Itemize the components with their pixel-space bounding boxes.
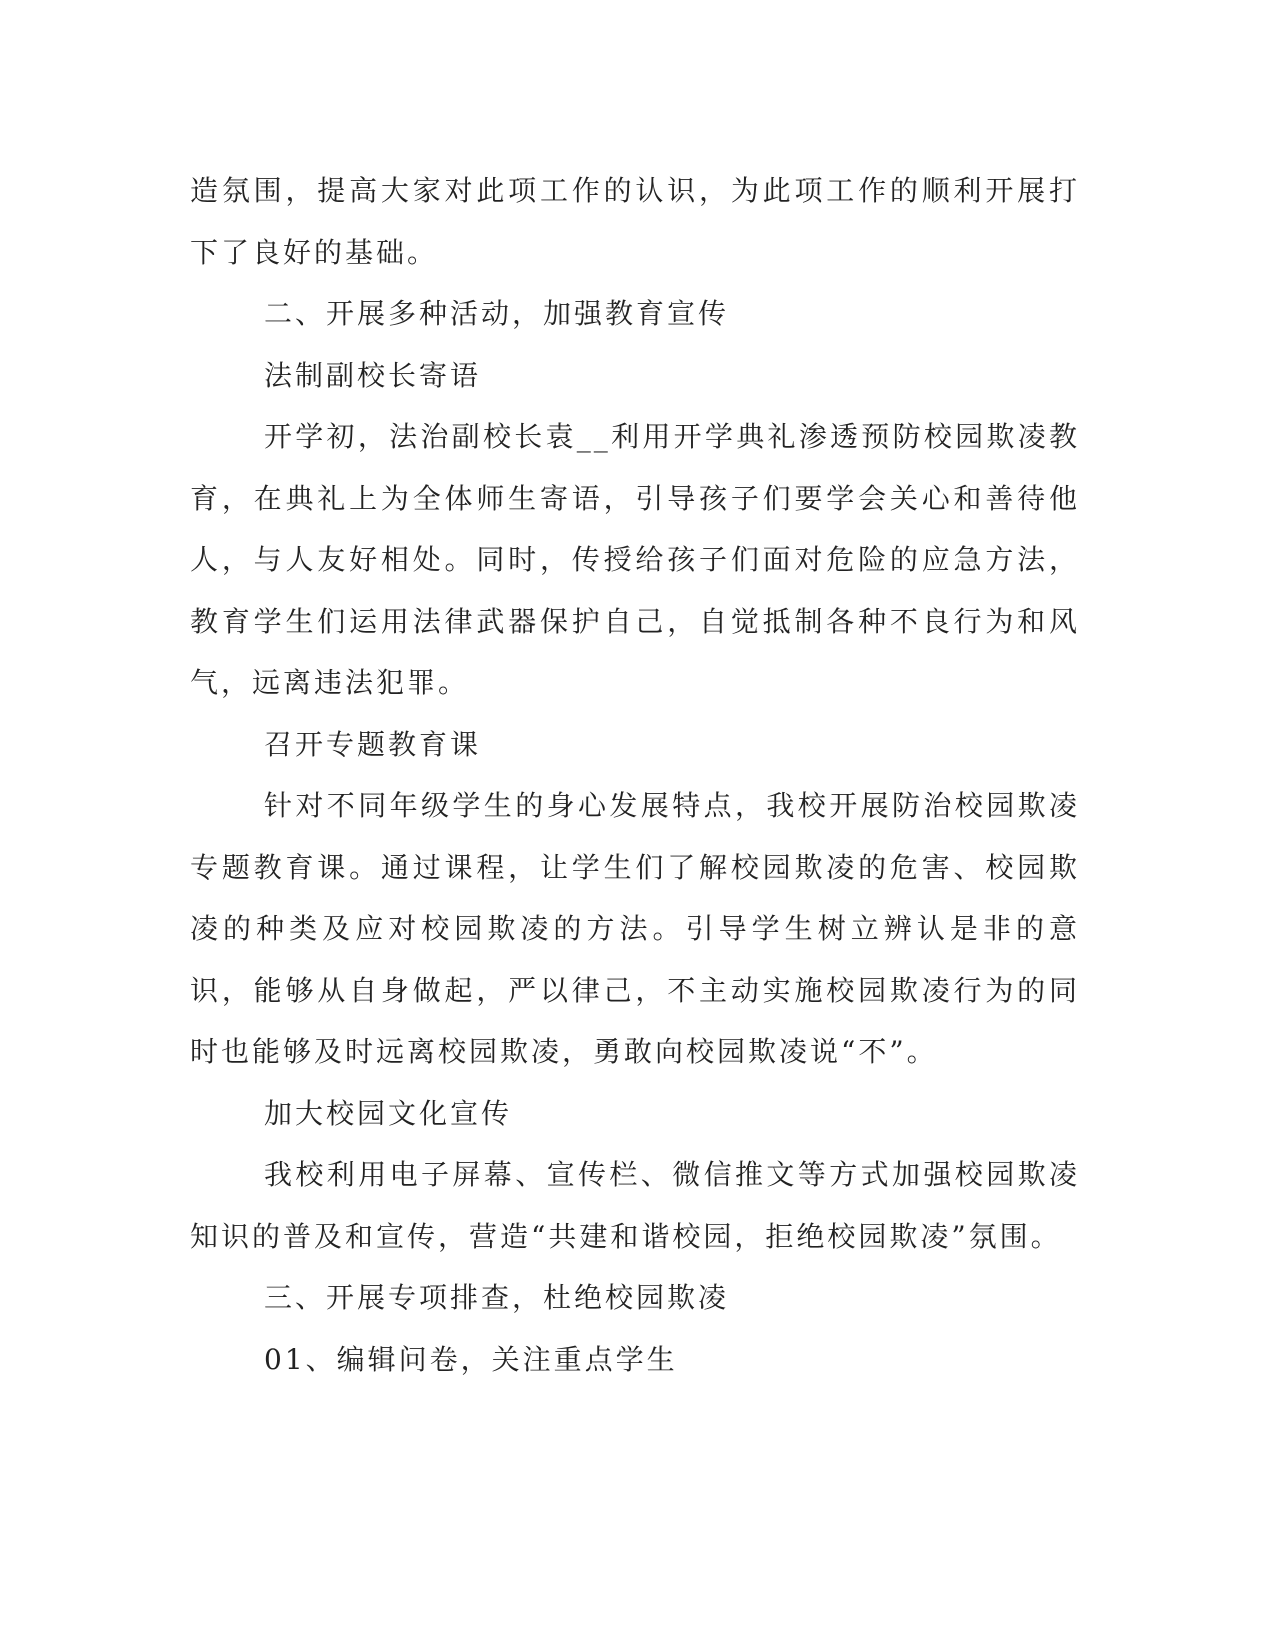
paragraph-education-class: 针对不同年级学生的身心发展特点，我校开展防治校园欺凌专题教育课。通过课程，让学生们了解校园欺凌的危害、校园欺凌的种类及应对校园欺凌的方法。引导学生树立辨认是非的意识，能够从自身做起，严以律己，不主动实施校园欺凌行为的同时也能够及时远离校园欺凌，勇敢向校园欺凌说“不”。: [190, 789, 1080, 1068]
subheading-campus-culture: 加大校园文化宣传: [264, 1096, 513, 1130]
paragraph-legal-vice-principal: 开学初，法治副校长袁__利用开学典礼渗透预防校园欺凌教育，在典礼上为全体师生寄语，引导孩子们要学会关心和善待他人，与人友好相处。同时，传授给孩子们面对危险的应急方法，教育学生们运用法律武器保护自己，自觉抵制各种不良行为和风气，远离违法犯罪。: [190, 420, 1080, 699]
section-heading-2: 二、开展多种活动，加强教育宣传: [264, 297, 730, 330]
section-heading-3: 三、开展专项排查，杜绝校园欺凌: [264, 1281, 730, 1314]
subheading-legal-vice-principal: 法制副校长寄语: [264, 358, 482, 392]
paragraph-continuation: 造氛围，提高大家对此项工作的认识，为此项工作的顺利开展打下了良好的基础。: [190, 174, 1080, 269]
subheading-questionnaire: 01、编辑问卷，关注重点学生: [264, 1342, 678, 1376]
document-body: [190, 160, 1080, 1390]
paragraph-campus-culture: 我校利用电子屏幕、宣传栏、微信推文等方式加强校园欺凌知识的普及和宣传，营造“共建和谐校园，拒绝校园欺凌”氛围。: [190, 1158, 1080, 1253]
subheading-education-class: 召开专题教育课: [264, 727, 482, 761]
